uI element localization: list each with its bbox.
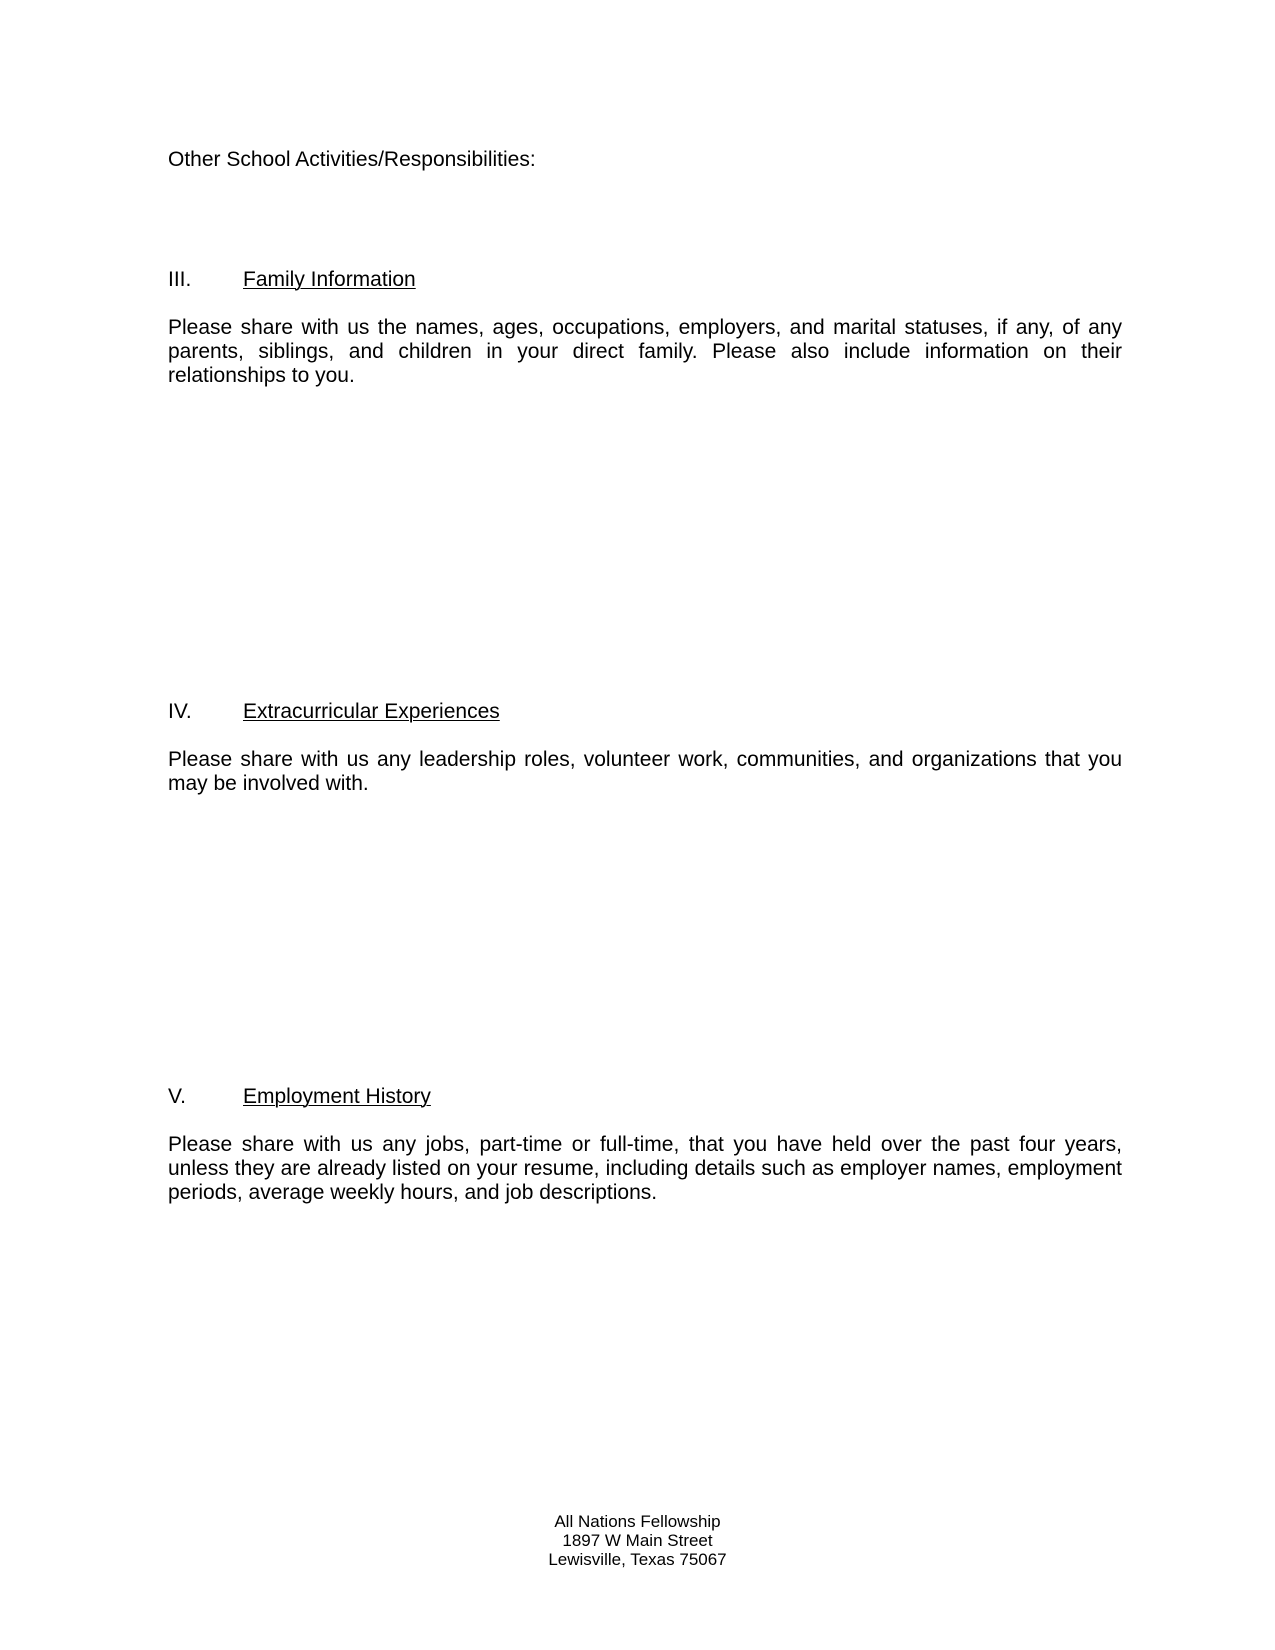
footer-address xyxy=(0,1512,1275,1569)
footer-org-name: All Nations Fellowship xyxy=(554,1512,721,1531)
section-heading-extracurricular-experiences xyxy=(168,700,1122,724)
section-number: IV. xyxy=(168,700,192,723)
other-activities-label: Other School Activities/Responsibilities: xyxy=(168,148,536,171)
section-title: Extracurricular Experiences xyxy=(243,700,500,723)
footer-street: 1897 W Main Street xyxy=(562,1531,713,1550)
family-information-instructions: Please share with us the names, ages, occupations, employers, and marital statuses, if any, of any parents, siblings, and children in your direct family. Please also include information on their relationships to you. xyxy=(168,316,1122,387)
section-number: V. xyxy=(168,1085,186,1108)
employment-history-instructions: Please share with us any jobs, part-time or full-time, that you have held over the past four years, unless they are already listed on your resume, including details such as employer names, employment periods, average weekly hours, and job descriptions. xyxy=(168,1133,1122,1204)
section-number: III. xyxy=(168,268,192,291)
extracurricular-experiences-instructions: Please share with us any leadership roles, volunteer work, communities, and organizations that you may be involved with. xyxy=(168,748,1122,795)
footer-city-state-zip: Lewisville, Texas 75067 xyxy=(548,1550,727,1569)
section-heading-employment-history xyxy=(168,1085,1122,1109)
section-title: Employment History xyxy=(243,1085,431,1108)
section-title: Family Information xyxy=(243,268,416,291)
section-heading-family-information xyxy=(168,268,1122,292)
